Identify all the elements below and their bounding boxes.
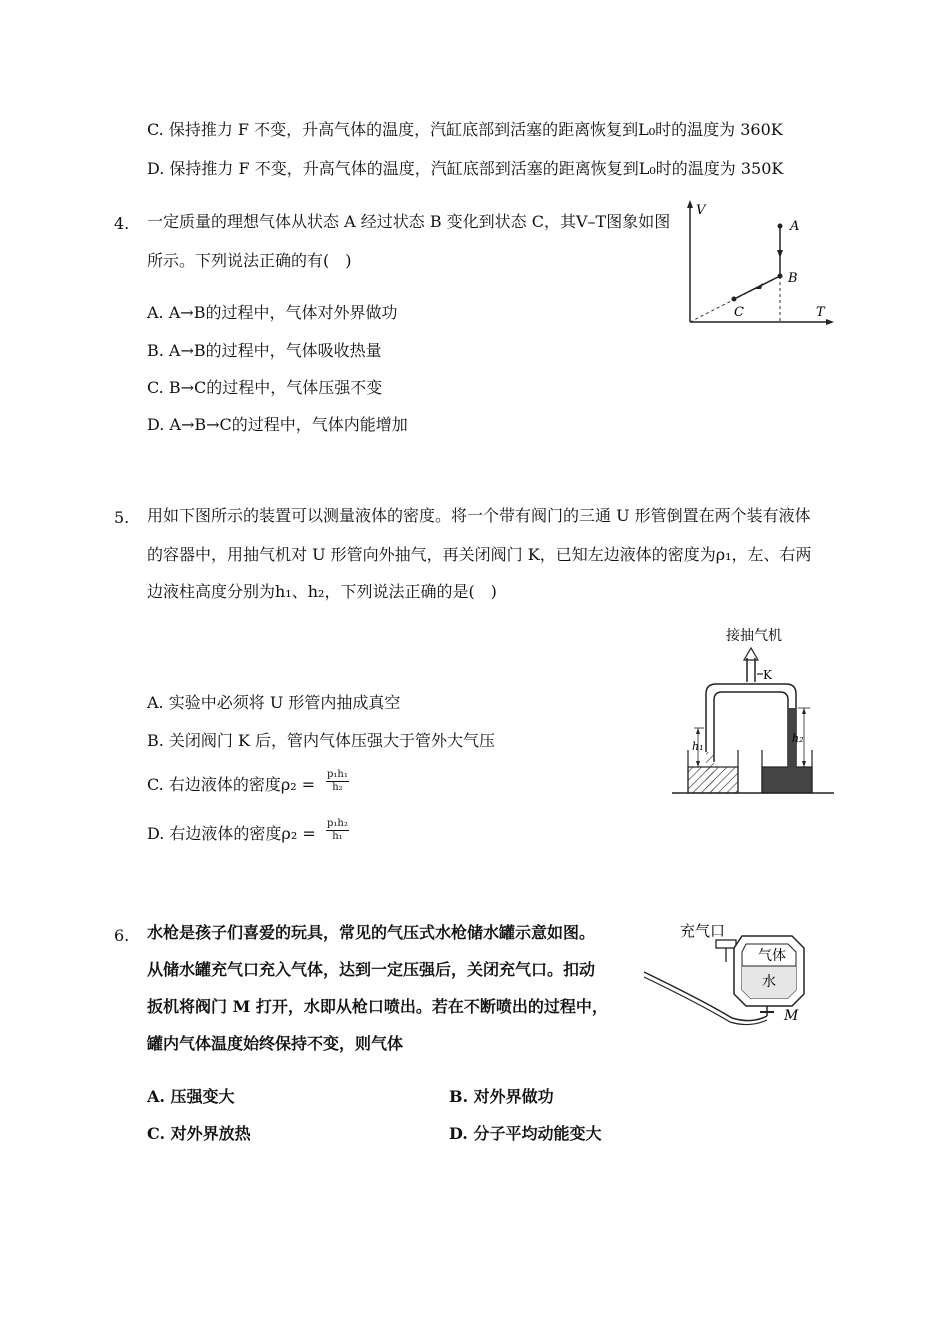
q4-label-c: C — [734, 305, 744, 320]
q6-valve-label: M — [784, 1008, 799, 1024]
q5-fraction-d-denominator: h₁ — [332, 831, 343, 842]
q5-fraction-d — [326, 818, 349, 843]
q4-point-c — [732, 297, 737, 302]
q6-water-label: 水 — [762, 974, 776, 990]
q5-fraction-d-numerator: p₁h₂ — [327, 818, 348, 829]
q6-option-b: B. 对外界做功 — [449, 1087, 554, 1106]
q5-number: 5. — [114, 508, 130, 527]
q4-stem-line2: 所示。下列说法正确的有( ) — [147, 251, 352, 270]
q4-option-c: C. B→C的过程中，气体压强不变 — [147, 378, 383, 397]
q6-option-d: D. 分子平均动能变大 — [449, 1124, 602, 1143]
q5-pump-label: 接抽气机 — [726, 628, 782, 644]
q6-stem-line3: 扳机将阀门 M 打开，水即从枪口喷出。若在不断喷出的过程中， — [147, 997, 608, 1016]
q5-fraction-c — [326, 769, 349, 794]
q4-axis-t-label: T — [816, 305, 825, 320]
q3-option-d: D. 保持推力 F 不变，升高气体的温度，汽缸底部到活塞的距离恢复到L₀时的温度为 350K — [147, 159, 784, 178]
q4-axis-v-label: V — [696, 203, 706, 218]
q5-valve-label: K — [763, 668, 772, 682]
q4-vt-graph — [680, 198, 840, 330]
q5-option-d: D. 右边液体的密度ρ₂ = — [147, 824, 316, 843]
q5-stem-line3: 边液柱高度分别为h₁、h₂，下列说法正确的是( ) — [147, 582, 497, 601]
q5-stem-line2: 的容器中，用抽气机对 U 形管向外抽气，再关闭阀门 K，已知左边液体的密度为ρ₁，左、右两 — [147, 545, 812, 564]
q6-water-tank-figure — [642, 914, 822, 1026]
q5-fraction-c-numerator: p₁h₁ — [327, 769, 348, 780]
q6-stem-line2: 从储水罐充气口充入气体，达到一定压强后，关闭充气口。扣动 — [147, 960, 596, 979]
q4-label-b: B — [788, 271, 798, 286]
q4-option-b: B. A→B的过程中，气体吸收热量 — [147, 341, 382, 360]
q4-number: 4. — [114, 214, 130, 233]
q6-inlet-label: 充气口 — [680, 922, 726, 940]
q5-option-c: C. 右边液体的密度ρ₂ = — [147, 775, 316, 794]
q4-option-a: A. A→B的过程中，气体对外界做功 — [147, 303, 398, 322]
q5-option-a: A. 实验中必须将 U 形管内抽成真空 — [147, 693, 401, 712]
q6-option-c: C. 对外界放热 — [147, 1124, 251, 1143]
q5-fraction-c-denominator: h₂ — [332, 782, 343, 793]
q6-number: 6. — [114, 926, 130, 945]
q6-option-a: A. 压强变大 — [147, 1087, 235, 1106]
q4-option-d: D. A→B→C的过程中，气体内能增加 — [147, 415, 408, 434]
q5-h2-label: h₂ — [792, 732, 804, 745]
q4-stem-line1: 一定质量的理想气体从状态 A 经过状态 B 变化到状态 C，其V–T图象如图 — [147, 212, 671, 231]
q5-h1-label: h₁ — [692, 740, 704, 753]
q3-option-c: C. 保持推力 F 不变，升高气体的温度，汽缸底部到活塞的距离恢复到L₀时的温度为 360K — [147, 120, 783, 139]
q5-option-b: B. 关闭阀门 K 后，管内气体压强大于管外大气压 — [147, 731, 496, 750]
q5-stem-line1: 用如下图所示的装置可以测量液体的密度。将一个带有阀门的三通 U 形管倒置在两个装有液体 — [147, 506, 811, 525]
q5-u-tube-figure — [668, 622, 838, 800]
q6-gas-label: 气体 — [758, 948, 786, 964]
q4-label-a: A — [790, 219, 800, 234]
q6-stem-line1: 水枪是孩子们喜爱的玩具，常见的气压式水枪储水罐示意如图。 — [147, 923, 596, 942]
q6-stem-line4: 罐内气体温度始终保持不变，则气体 — [147, 1034, 404, 1053]
